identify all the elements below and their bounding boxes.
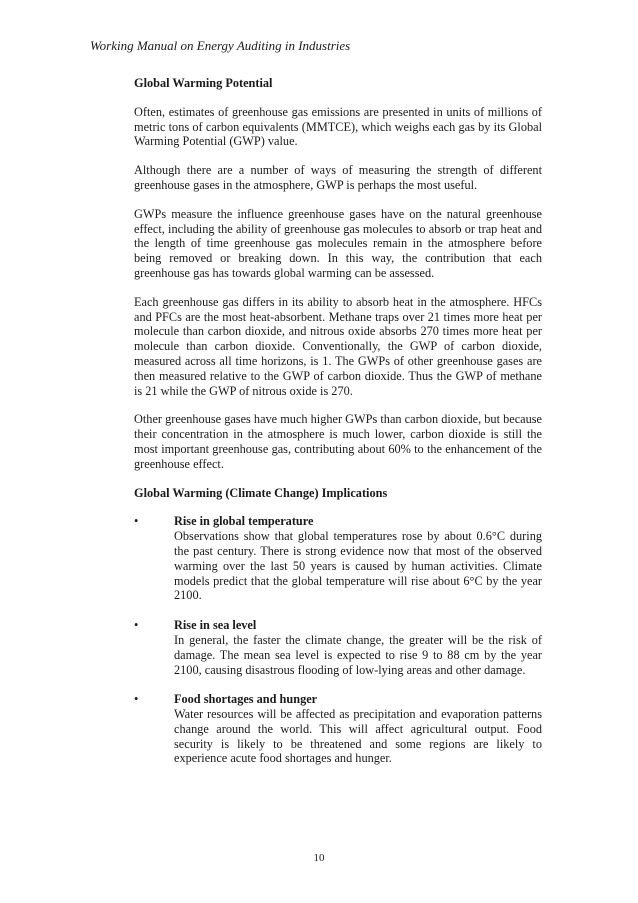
- bullet-icon: •: [134, 618, 139, 633]
- page-number: 10: [313, 852, 325, 864]
- section-heading-gwp: Global Warming Potential: [134, 76, 273, 90]
- implications-list: [134, 514, 542, 766]
- list-item-title: Food shortages and hunger: [174, 692, 318, 707]
- list-item-body: Water resources will be affected as precipitation and evaporation patterns change around the world. This will affect agricultural output. Food security is likely to be threatened and some regions are likely to experience acute food shortages and hunger.: [174, 707, 542, 766]
- page-content: [134, 76, 542, 781]
- bullet-icon: •: [134, 692, 139, 707]
- paragraph: Although there are a number of ways of measuring the strength of different greenhouse gases in the atmosphere, GWP is perhaps the most useful.: [134, 163, 542, 192]
- list-item-title: Rise in global temperature: [174, 514, 314, 529]
- list-item: [134, 618, 542, 677]
- running-header: Working Manual on Energy Auditing in Industries: [90, 38, 351, 53]
- list-item-title: Rise in sea level: [174, 618, 257, 633]
- paragraph: Other greenhouse gases have much higher GWPs than carbon dioxide, but because their concentration in the atmosphere is much lower, carbon dioxide is still the most important greenhouse gas, contributing about 60% to the enhancement of the greenhouse effect.: [134, 412, 542, 471]
- paragraph: Each greenhouse gas differs in its ability to absorb heat in the atmosphere. HFCs and PFCs are the most heat-absorbent. Methane traps over 21 times more heat per molecule than carbon dioxide, and nitrous oxide absorbs 270 times more heat per molecule than carbon dioxide. Conventionally, the GWP of carbon dioxide, measured across all time horizons, is 1. The GWPs of other greenhouse gases are then measured relative to the GWP of carbon dioxide. Thus the GWP of methane is 21 while the GWP of nitrous oxide is 270.: [134, 294, 542, 398]
- list-item: [134, 692, 542, 766]
- list-item: [134, 514, 542, 603]
- paragraph: Often, estimates of greenhouse gas emissions are presented in units of millions of metric tons of carbon equivalents (MMTCE), which weighs each gas by its Global Warming Potential (GWP) value.: [134, 104, 542, 149]
- section-heading-implications: Global Warming (Climate Change) Implications: [134, 485, 388, 500]
- list-item-body: Observations show that global temperatures rose by about 0.6°C during the past century. There is strong evidence now that most of the observed warming over the last 50 years is caused by human activities. Climate models predict that the global temperature will rise about 6°C by the year 2100.: [174, 529, 542, 603]
- bullet-icon: •: [134, 514, 139, 529]
- paragraph: GWPs measure the influence greenhouse gases have on the natural greenhouse effect, including the ability of greenhouse gas molecules to absorb or trap heat and the length of time greenhouse gas molecules remain in the atmosphere before being removed or breaking down. In this way, the contribution that each greenhouse gas has towards global warming can be assessed.: [134, 206, 542, 280]
- list-item-body: In general, the faster the climate change, the greater will be the risk of damage. The mean sea level is expected to rise 9 to 88 cm by the year 2100, causing disastrous flooding of low-lying areas and other damage.: [174, 632, 542, 677]
